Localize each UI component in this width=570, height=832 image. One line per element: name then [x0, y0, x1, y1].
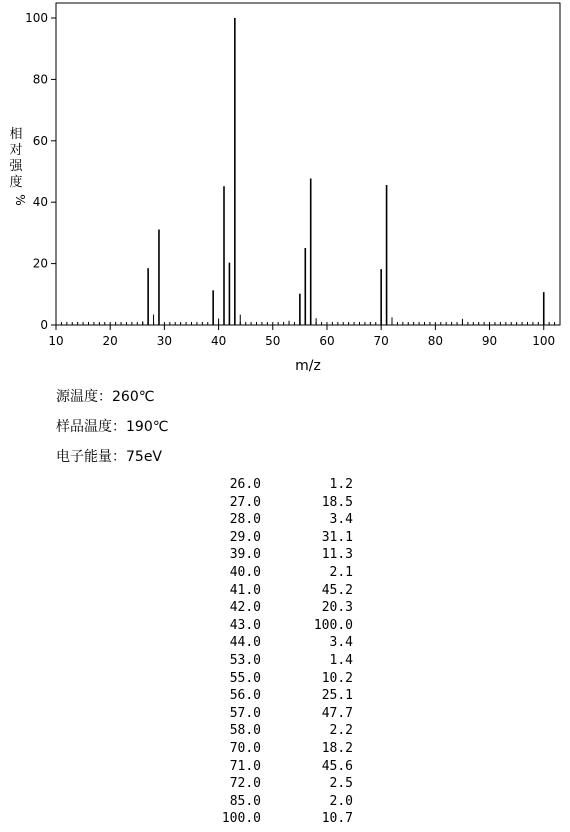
- mz-cell: 43.0: [229, 617, 261, 633]
- y-tick-label: 0: [40, 318, 48, 332]
- intensity-cell: 47.7: [321, 705, 353, 721]
- table-row: [200, 617, 353, 635]
- intensity-cell: 45.6: [321, 758, 353, 774]
- mz-cell: 100.0: [221, 811, 261, 827]
- intensity-cell: 2.1: [329, 564, 353, 580]
- intensity-cell: 1.4: [329, 652, 353, 668]
- table-row: [200, 511, 353, 529]
- table-row: [200, 652, 353, 670]
- x-tick-label: 50: [265, 334, 281, 348]
- mz-cell: 53.0: [229, 652, 261, 668]
- x-tick-label: 70: [373, 334, 389, 348]
- mz-cell: 27.0: [229, 494, 261, 510]
- x-tick-label: 90: [481, 334, 498, 348]
- table-row: [200, 599, 353, 617]
- mz-cell: 58.0: [229, 723, 261, 739]
- mz-cell: 70.0: [229, 740, 261, 756]
- table-row: [200, 634, 353, 652]
- table-row: [200, 758, 353, 776]
- intensity-cell: 10.7: [321, 811, 353, 827]
- x-axis-ticks: [48, 325, 555, 348]
- y-label-char: 强: [9, 159, 23, 174]
- table-row: [200, 670, 353, 688]
- mz-cell: 57.0: [229, 705, 261, 721]
- table-row: [200, 529, 353, 547]
- intensity-cell: 31.1: [321, 529, 353, 545]
- x-tick-label: 20: [102, 334, 118, 348]
- mz-cell: 55.0: [229, 670, 261, 686]
- mz-cell: 41.0: [229, 582, 261, 598]
- sample-temperature: 样品温度：190℃: [56, 419, 169, 435]
- intensity-cell: 10.2: [321, 670, 353, 686]
- mz-cell: 26.0: [229, 477, 261, 492]
- y-label-char: 度: [9, 175, 23, 190]
- intensity-cell: 3.4: [329, 512, 353, 528]
- x-tick-label: 10: [48, 334, 64, 348]
- intensity-cell: 11.3: [321, 547, 353, 563]
- y-label-char: 对: [9, 143, 23, 158]
- table-row: [200, 564, 353, 582]
- mz-cell: 85.0: [229, 793, 261, 809]
- intensity-cell: 2.2: [329, 723, 353, 739]
- y-label-char: 相: [9, 127, 23, 142]
- intensity-cell: 100.0: [313, 617, 353, 633]
- table-row: [200, 476, 353, 494]
- mz-cell: 56.0: [229, 688, 261, 704]
- intensity-cell: 45.2: [321, 582, 353, 598]
- table-row: [200, 494, 353, 512]
- intensity-cell: 25.1: [321, 688, 353, 704]
- y-axis-ticks: [25, 11, 56, 332]
- table-row: [200, 546, 353, 564]
- y-axis-label: [9, 126, 27, 206]
- mz-cell: 39.0: [229, 547, 261, 563]
- table-row: [200, 793, 353, 811]
- plot-frame: [56, 3, 560, 325]
- y-tick-label: 40: [32, 195, 48, 210]
- x-tick-label: 80: [427, 334, 443, 348]
- x-tick-label: 60: [319, 334, 335, 348]
- y-tick-label: 100: [25, 11, 48, 25]
- mz-cell: 72.0: [229, 776, 261, 792]
- mz-cell: 40.0: [229, 564, 261, 580]
- intensity-cell: 18.2: [321, 740, 353, 756]
- intensity-cell: 1.2: [329, 477, 353, 492]
- peak-table: [200, 476, 353, 828]
- y-tick-label: 60: [32, 133, 48, 148]
- table-row: [200, 687, 353, 705]
- y-tick-label: 80: [32, 72, 48, 87]
- table-row: [200, 722, 353, 740]
- table-row: [200, 810, 353, 828]
- intensity-cell: 18.5: [321, 494, 353, 510]
- intensity-cell: 2.5: [329, 776, 353, 792]
- mz-cell: 42.0: [229, 600, 261, 616]
- x-tick-label: 40: [210, 334, 227, 348]
- intensity-cell: 3.4: [329, 635, 353, 651]
- table-row: [200, 582, 353, 600]
- source-temperature: 源温度：260℃: [56, 389, 155, 405]
- mz-cell: 44.0: [229, 635, 261, 651]
- mz-cell: 28.0: [229, 512, 261, 528]
- mz-cell: 71.0: [229, 758, 261, 774]
- spectrum-peaks: [143, 18, 544, 325]
- mass-spectrum-chart: [0, 0, 570, 380]
- y-label-unit: %: [13, 194, 27, 206]
- x-tick-label: 100: [532, 334, 556, 348]
- x-axis-label: m/z: [295, 358, 321, 374]
- intensity-cell: 2.0: [329, 793, 353, 809]
- x-tick-label: 30: [156, 334, 173, 348]
- table-row: [200, 705, 353, 723]
- table-row: [200, 775, 353, 793]
- y-tick-label: 20: [32, 256, 48, 271]
- intensity-cell: 20.3: [321, 600, 353, 616]
- table-row: [200, 740, 353, 758]
- electron-energy: 电子能量：75eV: [56, 449, 163, 465]
- mz-cell: 29.0: [229, 529, 261, 545]
